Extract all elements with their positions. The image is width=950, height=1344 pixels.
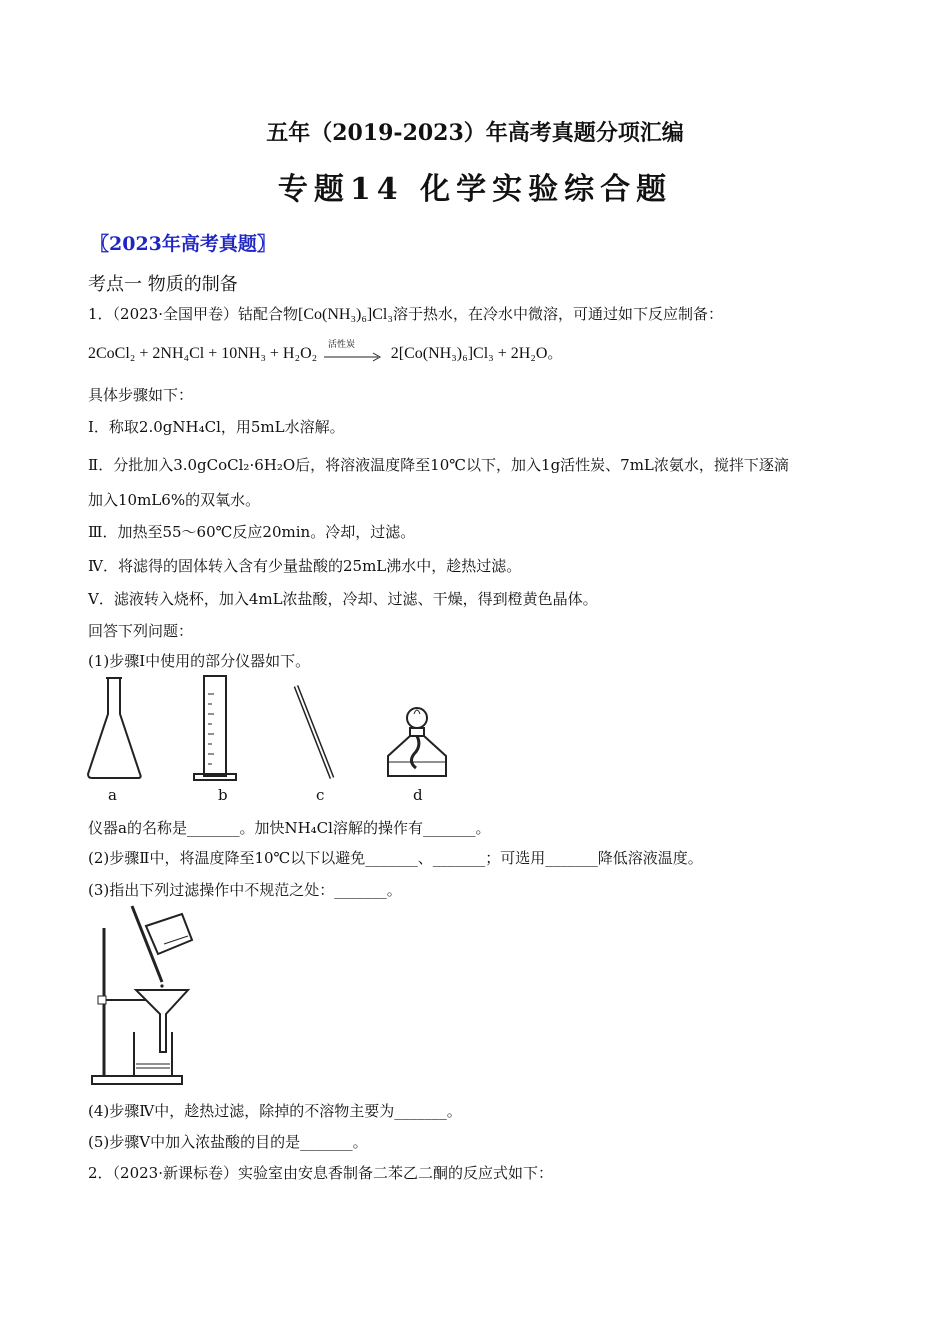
conical-flask-icon — [88, 678, 141, 778]
catalyst-label: 活性炭 — [327, 340, 355, 350]
label-d: d — [413, 786, 423, 804]
apparatus-figure — [82, 674, 462, 809]
filtration-setup-icon — [88, 904, 198, 1090]
step-2-continued: 加入10mL6%的双氧水。 — [88, 491, 261, 509]
q1-number: 1． — [88, 305, 113, 323]
alcohol-lamp-icon — [388, 708, 446, 776]
glass-rod-icon — [296, 686, 332, 778]
q1-complex: [Co(NH₃)₆]Cl₃ — [298, 306, 393, 323]
steps-title: 具体步骤如下： — [88, 386, 194, 404]
reaction-equation — [88, 342, 562, 363]
step-3: Ⅲ．加热至55～60℃反应20min。冷却，过滤。 — [88, 523, 416, 541]
q1-intro-tail: 溶于热水，在冷水中微溶，可通过如下反应制备： — [392, 305, 723, 323]
arrow-icon — [322, 351, 386, 363]
step-2: Ⅱ．分批加入3.0gCoCl₂·6H₂O后，将溶液温度降至10℃以下，加入1g活性炭、7mL浓氨水，搅拌下逐滴 — [88, 456, 789, 474]
label-b: b — [218, 786, 228, 804]
step-5: Ⅴ．滤液转入烧杯，加入4mL浓盐酸，冷却、过滤、干燥，得到橙黄色晶体。 — [88, 590, 598, 608]
label-c: c — [316, 786, 325, 804]
graduated-cylinder-icon — [194, 676, 236, 780]
step-1: Ⅰ．称取2.0gNH₄Cl，用5mL水溶解。 — [88, 418, 345, 436]
section-heading: 考点一 物质的制备 — [88, 274, 238, 295]
reaction-arrow — [322, 340, 386, 363]
equation-right: 2[Co(NH₃)₆]Cl₃ + 2H₂O — [390, 345, 548, 362]
sub-question-3: (3)指出下列过滤操作中不规范之处：_______。 — [88, 881, 402, 899]
answer-prompt: 回答下列问题： — [88, 622, 194, 640]
label-a: a — [108, 786, 117, 804]
q1-source: （2023·全国甲卷）钴配合物 — [112, 305, 298, 323]
question-2-intro: 2．（2023·新课标卷）实验室由安息香制备二苯乙二酮的反应式如下： — [88, 1164, 553, 1182]
filtration-figure — [88, 904, 198, 1090]
sub-question-1: (1)步骤Ⅰ中使用的部分仪器如下。 — [88, 652, 311, 670]
apparatus-drawing — [82, 674, 462, 784]
step-4: Ⅳ．将滤得的固体转入含有少量盐酸的25mL沸水中，趁热过滤。 — [88, 557, 522, 575]
sub-question-1-prompt: 仪器a的名称是_______。加快NH₄Cl溶解的操作有_______。 — [88, 819, 491, 837]
year-heading: 〖2023年高考真题〗 — [90, 233, 276, 255]
sub-question-4: (4)步骤Ⅳ中，趁热过滤，除掉的不溶物主要为_______。 — [88, 1102, 462, 1120]
equation-end: 。 — [547, 344, 563, 362]
sub-question-5: (5)步骤Ⅴ中加入浓盐酸的目的是_______。 — [88, 1133, 368, 1151]
q1-intro — [88, 303, 723, 324]
topic-title: 专题14 化学实验综合题 — [277, 172, 673, 207]
sub-question-2: (2)步骤Ⅱ中，将温度降至10℃以下以避免_______、_______；可选用_______降低溶液温度。 — [88, 849, 703, 867]
equation-left: 2CoCl₂ + 2NH₄Cl + 10NH₃ + H₂O₂ — [88, 345, 318, 362]
page-title: 五年（2019-2023）年高考真题分项汇编 — [266, 120, 684, 146]
